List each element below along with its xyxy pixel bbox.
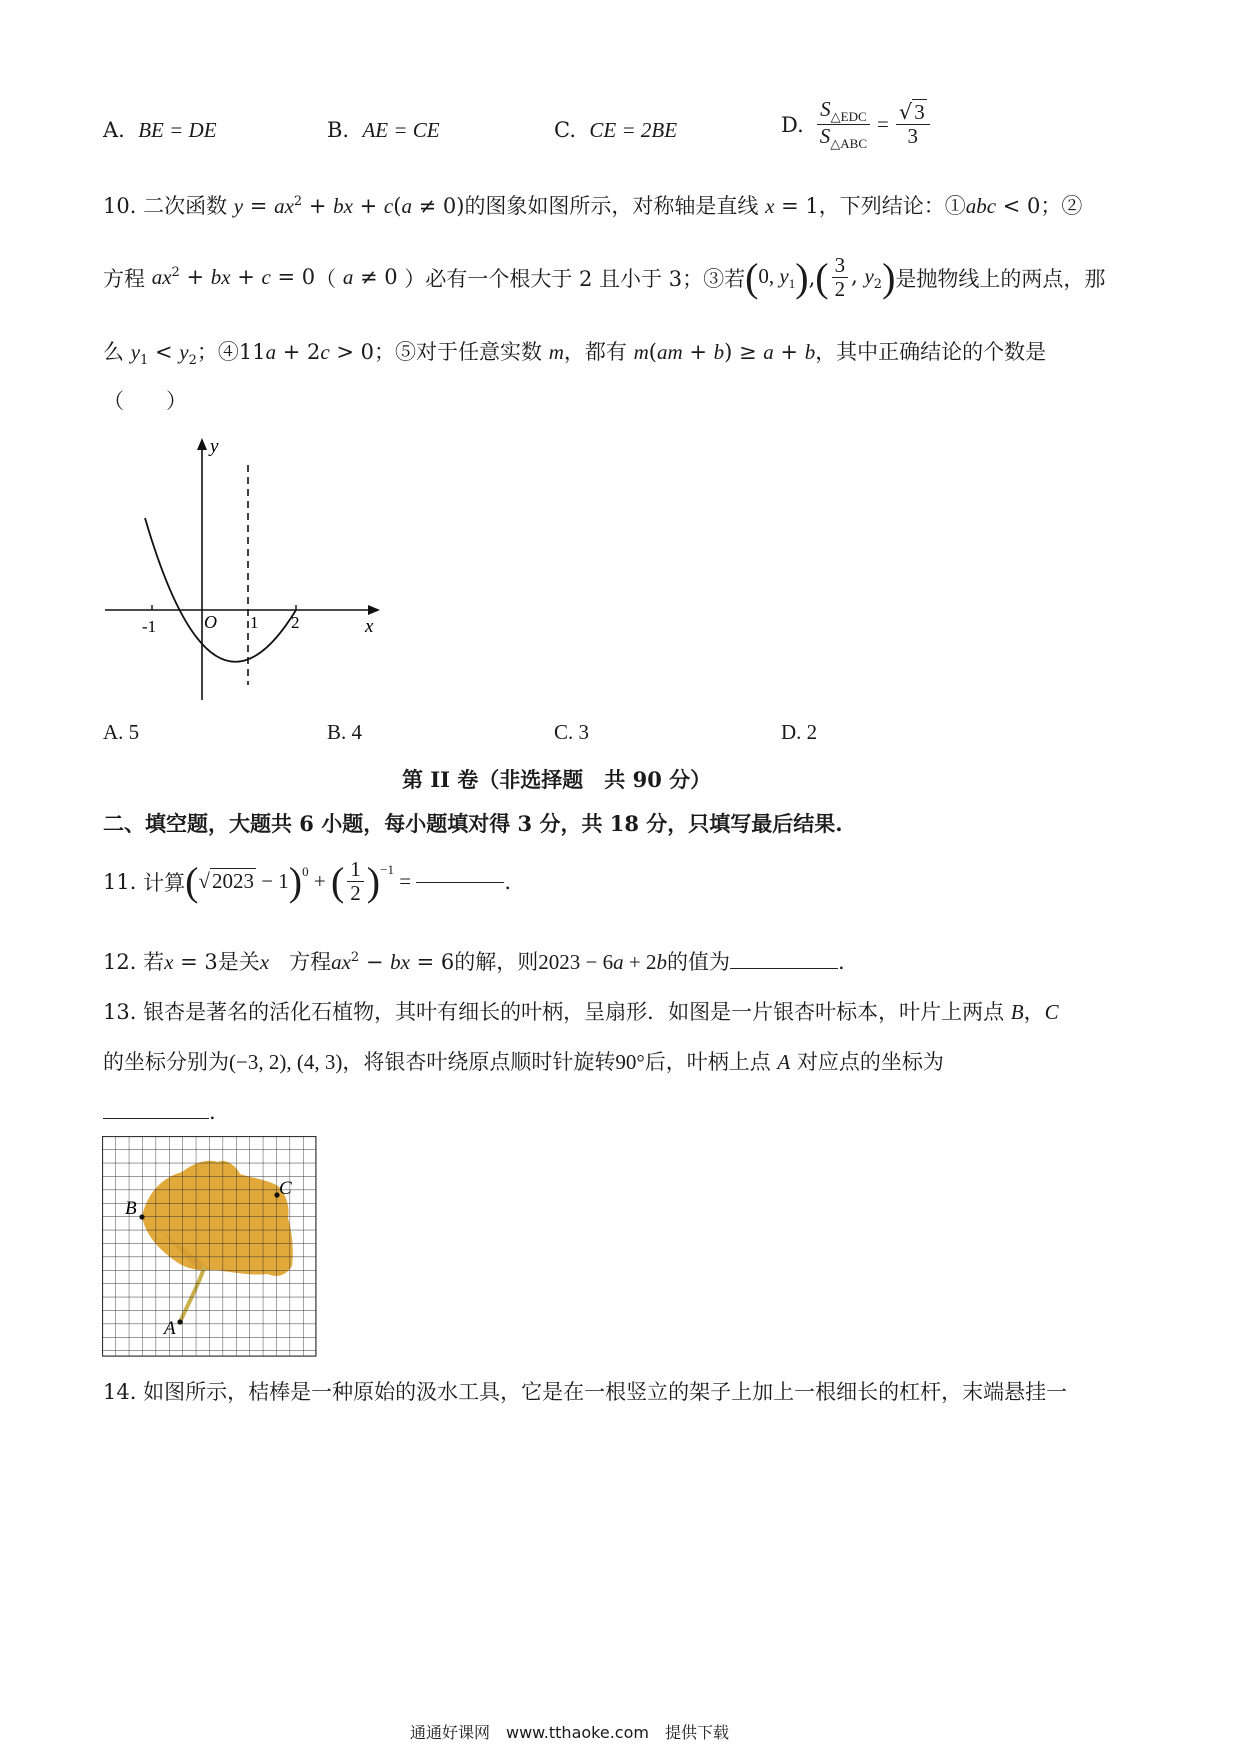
grid-lines (102, 1136, 316, 1356)
tick-label-1: 1 (250, 613, 259, 632)
tick-label-2: 2 (291, 613, 300, 632)
q10-line1: 10. 二次函数 $y = ax^2$ + bx + c(a ≠ 0)的图象如图所示，对称轴是直线 x = 1，下列结论：①abc < 0；② (103, 194, 1083, 218)
q10-answer-d: D. 2 (781, 720, 818, 744)
q13-answer: . (103, 1100, 216, 1124)
option-d-q9: D. $\frac{S_{\triangle EDC}}{S_{\triangle ABC}}$ = $\frac{√3}{3}$ (781, 98, 933, 152)
q13-line2: 的坐标分别为(−3, 2), (4, 3)，将银杏叶绕原点顺时针旋转90°后，叶柄上点 A 对应点的坐标为 (103, 1050, 944, 1074)
section-heading: 二、填空题，大题共 6 小题，每小题填对得 3 分，共 18 分，只填写最后结果. (103, 811, 843, 836)
label-a: A (164, 1318, 176, 1339)
point-b (139, 1214, 144, 1219)
q11-answer-blank[interactable] (416, 881, 504, 883)
q10-answer-c: C. 3 (554, 720, 590, 744)
label-c: C (279, 1178, 292, 1199)
q14: 14. 如图所示，桔棒是一种原始的汲水工具，它是在一根竖立的架子上加上一根细长的杠杆，末端悬挂一 (103, 1380, 1068, 1404)
option-a-q9: A. BE = DE (103, 118, 217, 142)
q12: 12. 若x = 3是关x 方程$ax^2$ − bx = 6的解，则2023 − 6a + 2b的值为 . (103, 950, 845, 974)
y-axis-arrow-icon (197, 438, 207, 450)
tick-label-neg1: -1 (142, 617, 157, 636)
ginkgo-grid-figure (102, 1136, 318, 1358)
x-axis-arrow-icon (368, 605, 380, 615)
point-a (177, 1319, 182, 1324)
origin-label: O (204, 612, 217, 632)
x-label: x (365, 616, 374, 637)
q10-answer-b: B. 4 (327, 720, 363, 744)
option-c-q9: C. CE = 2BE (554, 118, 678, 142)
q13-answer-blank[interactable] (103, 1117, 209, 1119)
y-label: y (210, 436, 219, 457)
parabola-graph (100, 430, 390, 710)
q10-line2: 方程 $ax^2$ + bx + c = 0 （ a ≠ 0 ）必有一个根大于 2 且小于 3；③若 ( 0, $y_1$ ) , ( $\frac{3}{2}$ , $y_2$ ) 是抛物线上的两点，那 (103, 253, 1106, 302)
q10-line3: 么 $y_1 < y_2$；④11a + 2c > 0；⑤对于任意实数 m，都有 m(am + b) ≥ a + b，其中正确结论的个数是 (103, 340, 1047, 369)
q13-line1: 13. 银杏是著名的活化石植物，其叶有细长的叶柄，呈扇形．如图是一片银杏叶标本，叶片上两点 B，C (103, 1000, 1059, 1024)
footer-credit: 通通好课网 www.tthaoke.com 提供下载 (410, 1723, 729, 1742)
section-title: 第 II 卷（非选择题 共 90 分） (402, 767, 712, 792)
q10-paren: （ ） (103, 389, 187, 413)
q10-answer-a: A. 5 (103, 720, 140, 744)
option-b-q9: B. AE = CE (327, 118, 440, 142)
area-ratio-fraction: $\frac{S_{\triangle EDC}}{S_{\triangle ABC}}$ (817, 98, 870, 152)
label-b: B (125, 1198, 137, 1219)
q11: 11. 计算 ( √2023 − 1 ) $^0$ + ( $\frac{1}{2}$ ) $^{-1}$ = . (103, 857, 511, 906)
parabola-curve (145, 518, 296, 662)
q12-answer-blank[interactable] (730, 967, 838, 969)
sqrt3-over-3-fraction: $\frac{√3}{3}$ (896, 101, 930, 148)
